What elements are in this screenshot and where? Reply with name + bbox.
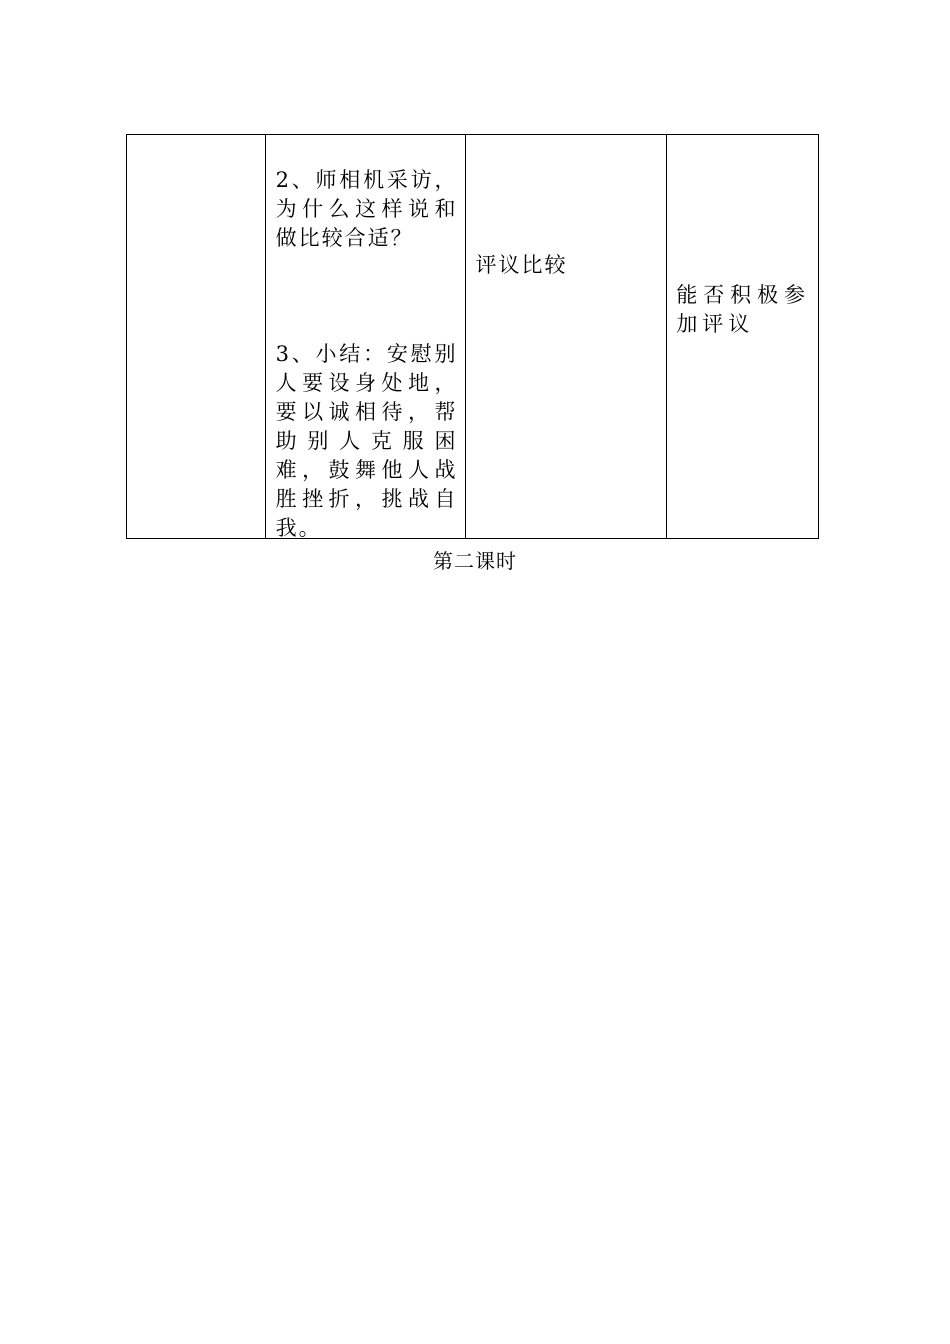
table-row [127, 135, 819, 539]
cell-student-activity [466, 135, 667, 539]
session-heading: 第二课时 [433, 549, 517, 573]
cell-teacher-activity [265, 135, 466, 539]
activity-step-3-summary: 3、小结：安慰别人要设身处地，要以诚相待，帮助别人克服困难，鼓舞他人战胜挫折，挑战自我。 [275, 342, 458, 540]
student-activity-text: 评议比较 [475, 253, 568, 277]
cell-evaluation [667, 135, 819, 539]
lesson-plan-table [126, 134, 819, 539]
cell-empty [127, 135, 266, 539]
activity-step-2: 2、师相机采访，为什么这样说和做比较合适？ [275, 168, 458, 250]
evaluation-text: 能否积极参加评议 [676, 283, 810, 336]
